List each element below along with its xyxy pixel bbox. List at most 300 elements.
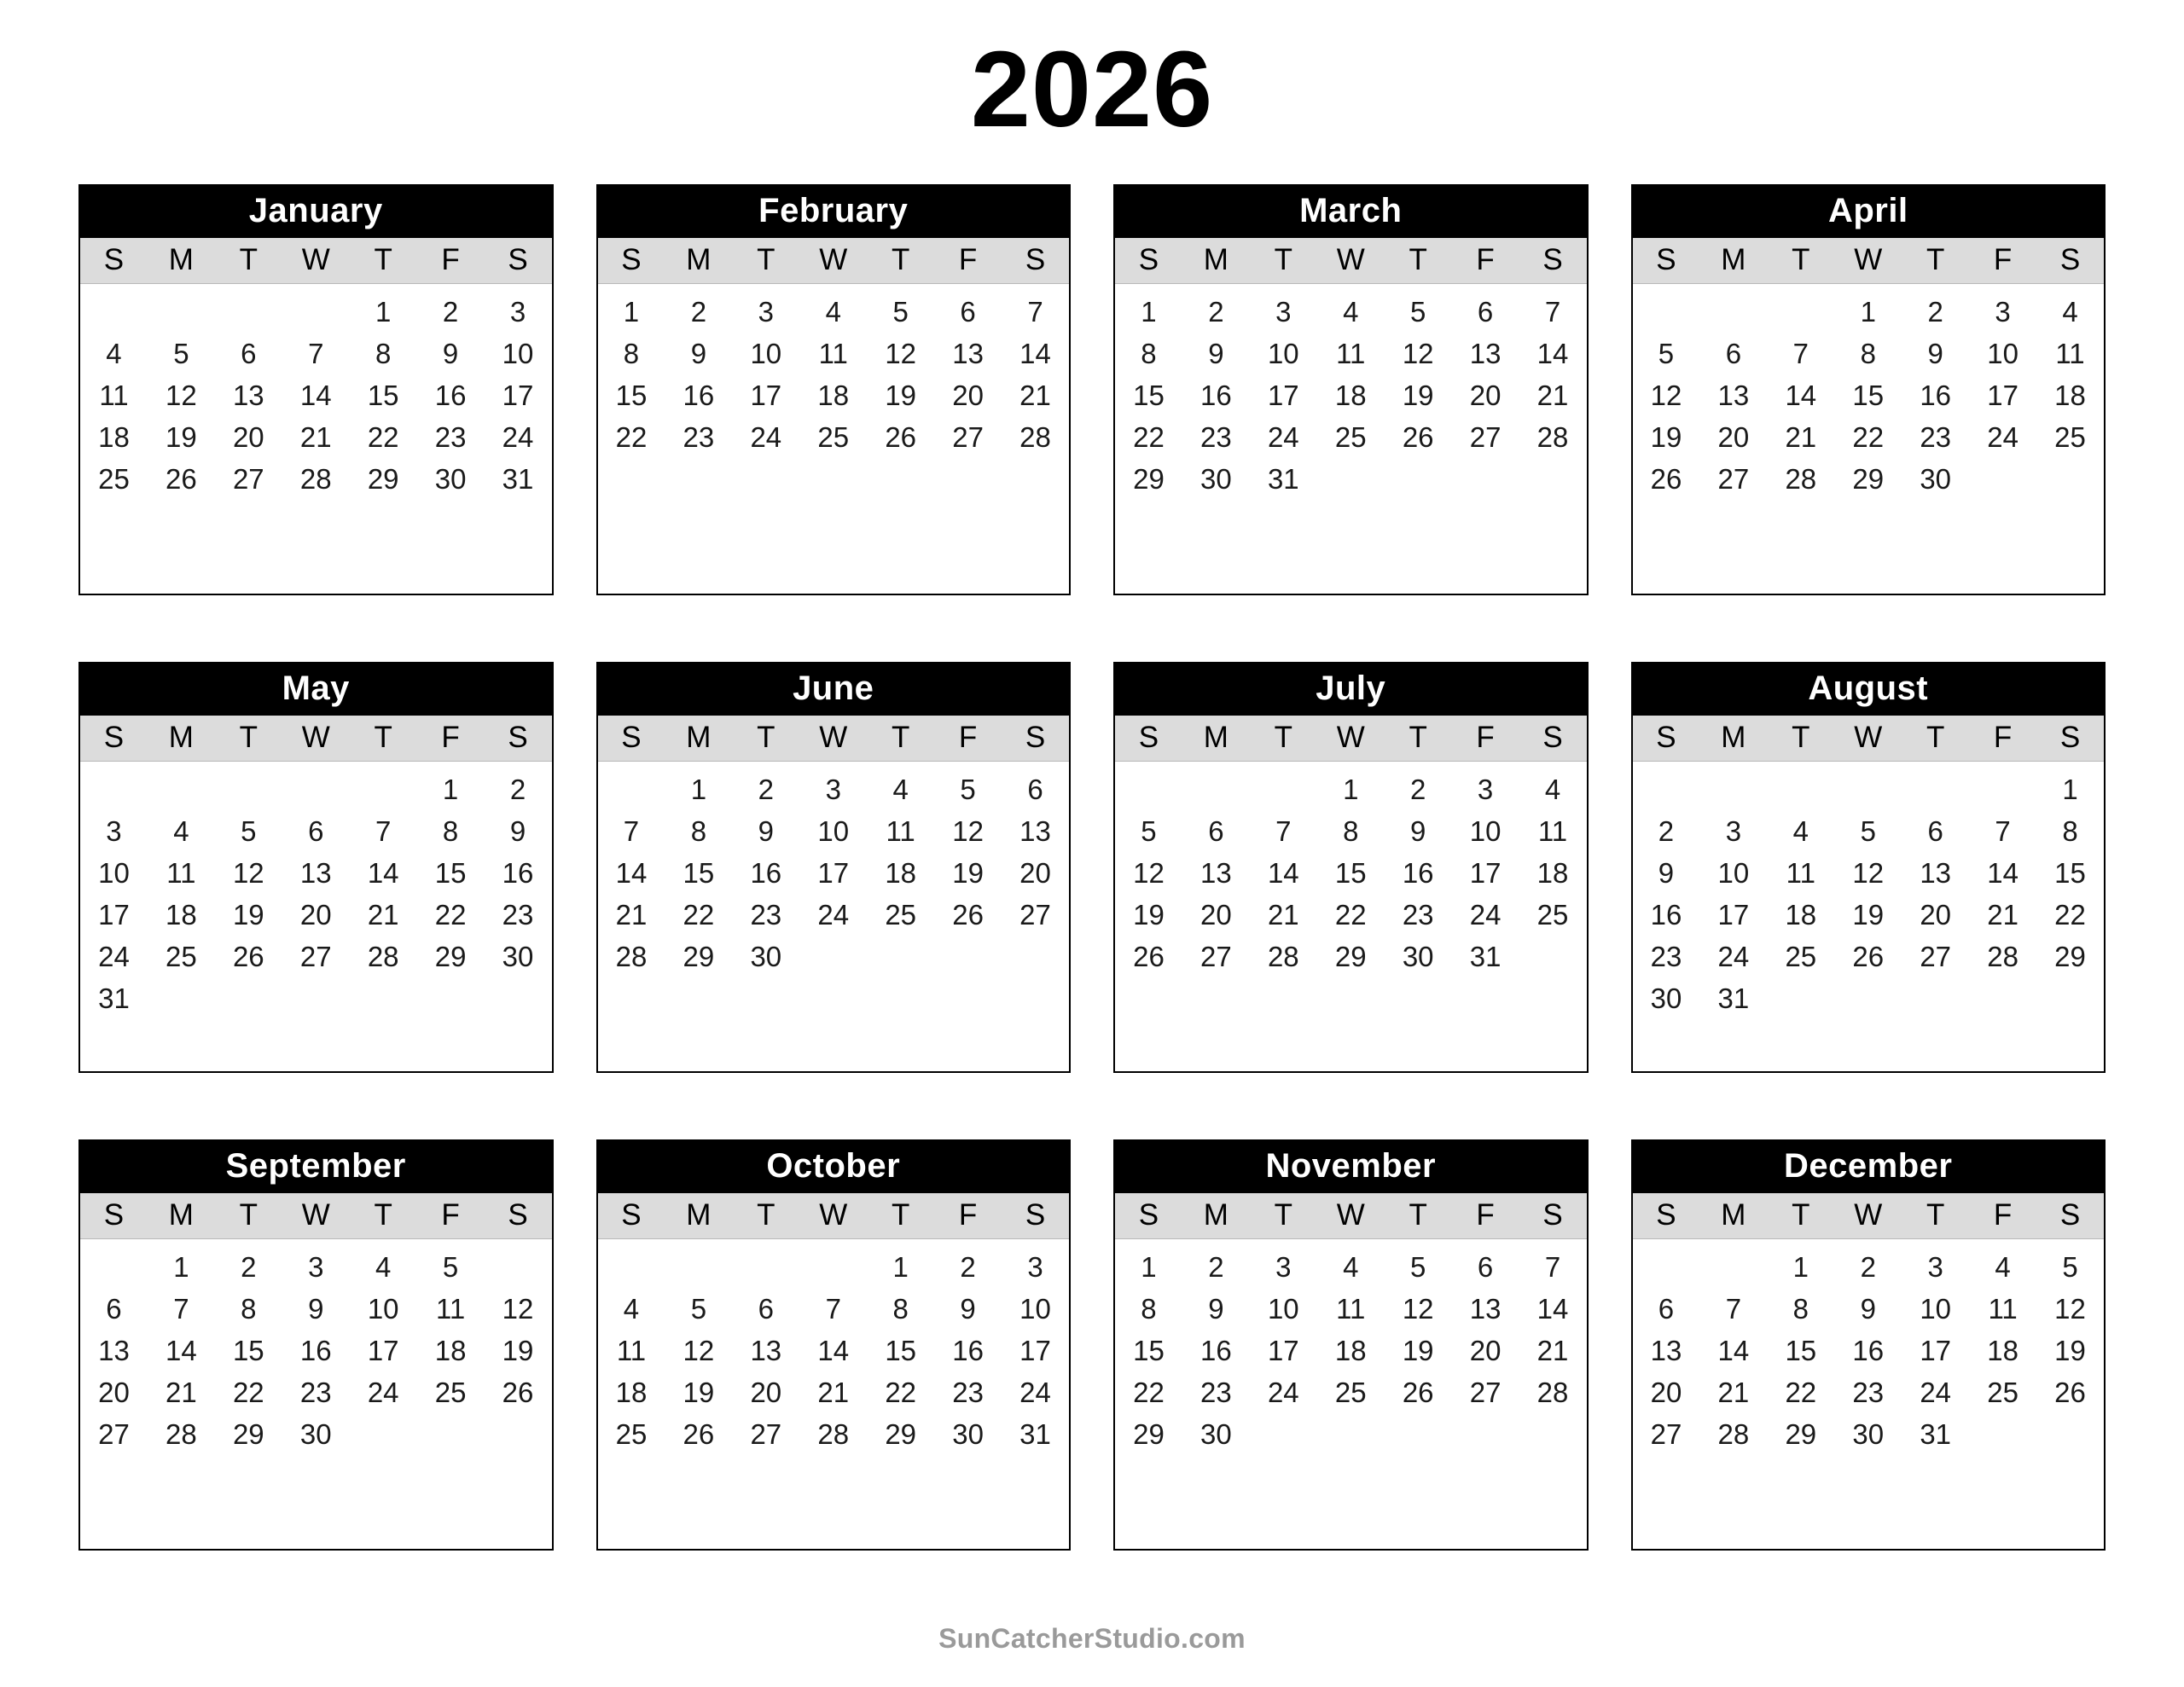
day-cell[interactable]: 16 xyxy=(682,380,715,411)
day-cell[interactable]: 9 xyxy=(758,815,774,847)
day-cell[interactable]: 24 xyxy=(1717,941,1750,972)
day-cell[interactable]: 7 xyxy=(1027,296,1043,328)
day-cell[interactable]: 5 xyxy=(690,1293,707,1325)
day-cell[interactable]: 10 xyxy=(1920,1293,1952,1325)
day-cell[interactable]: 3 xyxy=(509,296,526,328)
day-cell[interactable]: 21 xyxy=(1536,1335,1569,1366)
day-cell[interactable]: 5 xyxy=(1409,1251,1426,1283)
day-cell[interactable]: 6 xyxy=(1208,815,1224,847)
day-cell[interactable]: 28 xyxy=(817,1418,850,1450)
day-cell[interactable]: 26 xyxy=(682,1418,715,1450)
day-cell[interactable]: 2 xyxy=(758,774,774,805)
day-cell[interactable]: 8 xyxy=(892,1293,909,1325)
day-cell[interactable]: 18 xyxy=(1785,899,1817,930)
day-cell[interactable]: 12 xyxy=(232,857,264,889)
day-cell[interactable]: 5 xyxy=(2062,1251,2078,1283)
day-cell[interactable]: 4 xyxy=(1544,774,1561,805)
day-cell[interactable]: 28 xyxy=(1717,1418,1750,1450)
day-cell[interactable]: 2 xyxy=(1860,1251,1876,1283)
day-cell[interactable]: 30 xyxy=(434,463,467,495)
day-cell[interactable]: 26 xyxy=(952,899,984,930)
day-cell[interactable]: 14 xyxy=(615,857,648,889)
day-cell[interactable]: 15 xyxy=(232,1335,264,1366)
day-cell[interactable]: 10 xyxy=(1987,338,2018,369)
day-cell[interactable]: 10 xyxy=(1019,1293,1051,1325)
day-cell[interactable]: 20 xyxy=(1920,899,1952,930)
day-cell[interactable]: 8 xyxy=(241,1293,257,1325)
day-cell[interactable]: 22 xyxy=(1852,421,1885,453)
day-cell[interactable]: 1 xyxy=(690,774,707,805)
day-cell[interactable]: 26 xyxy=(1133,941,1165,972)
day-cell[interactable]: 31 xyxy=(1469,941,1502,972)
day-cell[interactable]: 21 xyxy=(166,1377,197,1408)
day-cell[interactable]: 22 xyxy=(367,421,399,453)
day-cell[interactable]: 8 xyxy=(375,338,392,369)
day-cell[interactable]: 26 xyxy=(502,1377,534,1408)
day-cell[interactable]: 26 xyxy=(1402,1377,1434,1408)
day-cell[interactable]: 13 xyxy=(299,857,332,889)
day-cell[interactable]: 4 xyxy=(825,296,841,328)
day-cell[interactable]: 15 xyxy=(1852,380,1885,411)
day-cell[interactable]: 19 xyxy=(952,857,984,889)
day-cell[interactable]: 8 xyxy=(623,338,640,369)
day-cell[interactable]: 25 xyxy=(615,1418,648,1450)
day-cell[interactable]: 11 xyxy=(99,380,129,411)
day-cell[interactable]: 12 xyxy=(2054,1293,2086,1325)
day-cell[interactable]: 19 xyxy=(1650,421,1682,453)
day-cell[interactable]: 3 xyxy=(1725,815,1742,847)
day-cell[interactable]: 4 xyxy=(1343,296,1359,328)
day-cell[interactable]: 9 xyxy=(690,338,707,369)
day-cell[interactable]: 21 xyxy=(615,899,648,930)
day-cell[interactable]: 28 xyxy=(166,1418,197,1450)
day-cell[interactable]: 13 xyxy=(1717,380,1750,411)
day-cell[interactable]: 18 xyxy=(2054,380,2086,411)
day-cell[interactable]: 28 xyxy=(1019,421,1051,453)
day-cell[interactable]: 7 xyxy=(1792,338,1809,369)
day-cell[interactable]: 9 xyxy=(442,338,459,369)
day-cell[interactable]: 4 xyxy=(173,815,189,847)
day-cell[interactable]: 21 xyxy=(817,1377,850,1408)
day-cell[interactable]: 1 xyxy=(1792,1251,1809,1283)
day-cell[interactable]: 16 xyxy=(1402,857,1434,889)
day-cell[interactable]: 12 xyxy=(166,380,197,411)
day-cell[interactable]: 16 xyxy=(1650,899,1682,930)
day-cell[interactable]: 10 xyxy=(1717,857,1750,889)
day-cell[interactable]: 11 xyxy=(886,815,915,847)
day-cell[interactable]: 2 xyxy=(1208,1251,1224,1283)
day-cell[interactable]: 14 xyxy=(1536,1293,1569,1325)
day-cell[interactable]: 8 xyxy=(1343,815,1359,847)
day-cell[interactable]: 18 xyxy=(1334,1335,1367,1366)
day-cell[interactable]: 3 xyxy=(1027,1251,1043,1283)
day-cell[interactable]: 30 xyxy=(952,1418,984,1450)
day-cell[interactable]: 24 xyxy=(1920,1377,1952,1408)
day-cell[interactable]: 4 xyxy=(892,774,909,805)
day-cell[interactable]: 9 xyxy=(308,1293,324,1325)
day-cell[interactable]: 27 xyxy=(1200,941,1232,972)
day-cell[interactable]: 23 xyxy=(1402,899,1434,930)
day-cell[interactable]: 26 xyxy=(166,463,197,495)
day-cell[interactable]: 25 xyxy=(2054,421,2086,453)
day-cell[interactable]: 3 xyxy=(758,296,774,328)
day-cell[interactable]: 12 xyxy=(1133,857,1165,889)
day-cell[interactable]: 22 xyxy=(1133,1377,1165,1408)
day-cell[interactable]: 20 xyxy=(98,1377,130,1408)
day-cell[interactable]: 6 xyxy=(960,296,976,328)
day-cell[interactable]: 28 xyxy=(367,941,399,972)
day-cell[interactable]: 4 xyxy=(375,1251,392,1283)
day-cell[interactable]: 10 xyxy=(1267,1293,1299,1325)
day-cell[interactable]: 18 xyxy=(817,380,850,411)
day-cell[interactable]: 11 xyxy=(1336,1293,1366,1325)
day-cell[interactable]: 29 xyxy=(1785,1418,1817,1450)
day-cell[interactable]: 9 xyxy=(1658,857,1675,889)
day-cell[interactable]: 25 xyxy=(1334,421,1367,453)
day-cell[interactable]: 30 xyxy=(1402,941,1434,972)
day-cell[interactable]: 12 xyxy=(1402,1293,1434,1325)
day-cell[interactable]: 5 xyxy=(1409,296,1426,328)
day-cell[interactable]: 11 xyxy=(616,1335,647,1366)
day-cell[interactable]: 27 xyxy=(1469,1377,1502,1408)
day-cell[interactable]: 30 xyxy=(1200,463,1232,495)
day-cell[interactable]: 10 xyxy=(1469,815,1502,847)
day-cell[interactable]: 30 xyxy=(1200,1418,1232,1450)
day-cell[interactable]: 16 xyxy=(1200,380,1232,411)
day-cell[interactable]: 5 xyxy=(1658,338,1675,369)
day-cell[interactable]: 23 xyxy=(1200,1377,1232,1408)
day-cell[interactable]: 18 xyxy=(434,1335,467,1366)
day-cell[interactable]: 21 xyxy=(1717,1377,1750,1408)
day-cell[interactable]: 11 xyxy=(1786,857,1815,889)
day-cell[interactable]: 13 xyxy=(1200,857,1232,889)
day-cell[interactable]: 3 xyxy=(1995,296,2011,328)
day-cell[interactable]: 24 xyxy=(98,941,130,972)
day-cell[interactable]: 25 xyxy=(1785,941,1817,972)
day-cell[interactable]: 30 xyxy=(1852,1418,1885,1450)
day-cell[interactable]: 14 xyxy=(1536,338,1569,369)
day-cell[interactable]: 29 xyxy=(682,941,715,972)
day-cell[interactable]: 24 xyxy=(817,899,850,930)
day-cell[interactable]: 1 xyxy=(1141,296,1157,328)
day-cell[interactable]: 4 xyxy=(2062,296,2078,328)
day-cell[interactable]: 30 xyxy=(1920,463,1952,495)
day-cell[interactable]: 18 xyxy=(885,857,917,889)
day-cell[interactable]: 15 xyxy=(434,857,467,889)
day-cell[interactable]: 2 xyxy=(1927,296,1943,328)
day-cell[interactable]: 23 xyxy=(1852,1377,1885,1408)
day-cell[interactable]: 29 xyxy=(1133,1418,1165,1450)
day-cell[interactable]: 6 xyxy=(1027,774,1043,805)
day-cell[interactable]: 17 xyxy=(1267,1335,1299,1366)
day-cell[interactable]: 19 xyxy=(2054,1335,2086,1366)
day-cell[interactable]: 20 xyxy=(1019,857,1051,889)
day-cell[interactable]: 8 xyxy=(690,815,707,847)
day-cell[interactable]: 21 xyxy=(299,421,332,453)
day-cell[interactable]: 10 xyxy=(750,338,782,369)
day-cell[interactable]: 18 xyxy=(1987,1335,2018,1366)
day-cell[interactable]: 29 xyxy=(2054,941,2086,972)
day-cell[interactable]: 7 xyxy=(375,815,392,847)
day-cell[interactable]: 16 xyxy=(952,1335,984,1366)
day-cell[interactable]: 8 xyxy=(442,815,459,847)
day-cell[interactable]: 5 xyxy=(892,296,909,328)
day-cell[interactable]: 4 xyxy=(623,1293,640,1325)
day-cell[interactable]: 11 xyxy=(166,857,196,889)
day-cell[interactable]: 31 xyxy=(502,463,534,495)
day-cell[interactable]: 19 xyxy=(682,1377,715,1408)
day-cell[interactable]: 26 xyxy=(1650,463,1682,495)
day-cell[interactable]: 8 xyxy=(1141,1293,1157,1325)
day-cell[interactable]: 5 xyxy=(960,774,976,805)
day-cell[interactable]: 13 xyxy=(232,380,264,411)
day-cell[interactable]: 21 xyxy=(1536,380,1569,411)
day-cell[interactable]: 6 xyxy=(1658,1293,1675,1325)
day-cell[interactable]: 27 xyxy=(1469,421,1502,453)
day-cell[interactable]: 21 xyxy=(1267,899,1299,930)
day-cell[interactable]: 25 xyxy=(434,1377,467,1408)
day-cell[interactable]: 13 xyxy=(1469,338,1502,369)
day-cell[interactable]: 5 xyxy=(1141,815,1157,847)
day-cell[interactable]: 8 xyxy=(1792,1293,1809,1325)
day-cell[interactable]: 7 xyxy=(825,1293,841,1325)
day-cell[interactable]: 10 xyxy=(817,815,850,847)
day-cell[interactable]: 17 xyxy=(817,857,850,889)
day-cell[interactable]: 28 xyxy=(1536,421,1569,453)
day-cell[interactable]: 25 xyxy=(885,899,917,930)
day-cell[interactable]: 28 xyxy=(1785,463,1817,495)
day-cell[interactable]: 1 xyxy=(442,774,459,805)
day-cell[interactable]: 13 xyxy=(750,1335,782,1366)
day-cell[interactable]: 20 xyxy=(1717,421,1750,453)
day-cell[interactable]: 1 xyxy=(1860,296,1876,328)
day-cell[interactable]: 27 xyxy=(299,941,332,972)
day-cell[interactable]: 29 xyxy=(434,941,467,972)
day-cell[interactable]: 2 xyxy=(1208,296,1224,328)
day-cell[interactable]: 14 xyxy=(1785,380,1817,411)
day-cell[interactable]: 14 xyxy=(367,857,399,889)
day-cell[interactable]: 7 xyxy=(1995,815,2011,847)
day-cell[interactable]: 12 xyxy=(502,1293,534,1325)
day-cell[interactable]: 15 xyxy=(1133,380,1165,411)
day-cell[interactable]: 23 xyxy=(1650,941,1682,972)
day-cell[interactable]: 14 xyxy=(299,380,332,411)
day-cell[interactable]: 15 xyxy=(615,380,648,411)
day-cell[interactable]: 19 xyxy=(166,421,197,453)
day-cell[interactable]: 25 xyxy=(1334,1377,1367,1408)
day-cell[interactable]: 17 xyxy=(98,899,130,930)
day-cell[interactable]: 27 xyxy=(232,463,264,495)
day-cell[interactable]: 24 xyxy=(367,1377,399,1408)
day-cell[interactable]: 22 xyxy=(885,1377,917,1408)
day-cell[interactable]: 27 xyxy=(1650,1418,1682,1450)
day-cell[interactable]: 5 xyxy=(173,338,189,369)
day-cell[interactable]: 2 xyxy=(690,296,707,328)
day-cell[interactable]: 1 xyxy=(173,1251,189,1283)
day-cell[interactable]: 31 xyxy=(1717,983,1750,1014)
day-cell[interactable]: 16 xyxy=(299,1335,332,1366)
day-cell[interactable]: 3 xyxy=(825,774,841,805)
day-cell[interactable]: 7 xyxy=(1725,1293,1742,1325)
day-cell[interactable]: 4 xyxy=(1792,815,1809,847)
day-cell[interactable]: 16 xyxy=(434,380,467,411)
day-cell[interactable]: 15 xyxy=(367,380,399,411)
day-cell[interactable]: 28 xyxy=(1267,941,1299,972)
day-cell[interactable]: 17 xyxy=(502,380,534,411)
day-cell[interactable]: 6 xyxy=(1725,338,1742,369)
day-cell[interactable]: 15 xyxy=(2054,857,2086,889)
day-cell[interactable]: 6 xyxy=(1477,1251,1494,1283)
day-cell[interactable]: 11 xyxy=(818,338,848,369)
day-cell[interactable]: 1 xyxy=(375,296,392,328)
day-cell[interactable]: 13 xyxy=(1650,1335,1682,1366)
day-cell[interactable]: 9 xyxy=(960,1293,976,1325)
day-cell[interactable]: 1 xyxy=(623,296,640,328)
day-cell[interactable]: 14 xyxy=(1987,857,2018,889)
day-cell[interactable]: 8 xyxy=(1860,338,1876,369)
day-cell[interactable]: 8 xyxy=(1141,338,1157,369)
day-cell[interactable]: 10 xyxy=(502,338,534,369)
day-cell[interactable]: 15 xyxy=(1334,857,1367,889)
day-cell[interactable]: 15 xyxy=(682,857,715,889)
day-cell[interactable]: 18 xyxy=(1536,857,1569,889)
day-cell[interactable]: 31 xyxy=(1019,1418,1051,1450)
day-cell[interactable]: 12 xyxy=(952,815,984,847)
day-cell[interactable]: 4 xyxy=(106,338,122,369)
day-cell[interactable]: 24 xyxy=(1469,899,1502,930)
day-cell[interactable]: 13 xyxy=(1920,857,1952,889)
day-cell[interactable]: 24 xyxy=(1019,1377,1051,1408)
day-cell[interactable]: 11 xyxy=(435,1293,466,1325)
day-cell[interactable]: 23 xyxy=(434,421,467,453)
day-cell[interactable]: 7 xyxy=(1544,1251,1561,1283)
day-cell[interactable]: 31 xyxy=(98,983,130,1014)
day-cell[interactable]: 16 xyxy=(502,857,534,889)
day-cell[interactable]: 20 xyxy=(1469,1335,1502,1366)
day-cell[interactable]: 7 xyxy=(1275,815,1292,847)
day-cell[interactable]: 9 xyxy=(1927,338,1943,369)
day-cell[interactable]: 13 xyxy=(1469,1293,1502,1325)
day-cell[interactable]: 22 xyxy=(1785,1377,1817,1408)
day-cell[interactable]: 19 xyxy=(1133,899,1165,930)
day-cell[interactable]: 23 xyxy=(1920,421,1952,453)
day-cell[interactable]: 22 xyxy=(2054,899,2086,930)
day-cell[interactable]: 1 xyxy=(1343,774,1359,805)
day-cell[interactable]: 17 xyxy=(1267,380,1299,411)
day-cell[interactable]: 14 xyxy=(1019,338,1051,369)
day-cell[interactable]: 16 xyxy=(1920,380,1952,411)
day-cell[interactable]: 20 xyxy=(299,899,332,930)
day-cell[interactable]: 25 xyxy=(166,941,197,972)
day-cell[interactable]: 7 xyxy=(623,815,640,847)
day-cell[interactable]: 21 xyxy=(1987,899,2018,930)
day-cell[interactable]: 17 xyxy=(1987,380,2018,411)
day-cell[interactable]: 31 xyxy=(1920,1418,1952,1450)
day-cell[interactable]: 7 xyxy=(173,1293,189,1325)
day-cell[interactable]: 28 xyxy=(615,941,648,972)
day-cell[interactable]: 29 xyxy=(367,463,399,495)
day-cell[interactable]: 10 xyxy=(1267,338,1299,369)
day-cell[interactable]: 25 xyxy=(817,421,850,453)
day-cell[interactable]: 14 xyxy=(166,1335,197,1366)
day-cell[interactable]: 14 xyxy=(1717,1335,1750,1366)
day-cell[interactable]: 23 xyxy=(750,899,782,930)
day-cell[interactable]: 20 xyxy=(750,1377,782,1408)
day-cell[interactable]: 5 xyxy=(241,815,257,847)
day-cell[interactable]: 9 xyxy=(1860,1293,1876,1325)
day-cell[interactable]: 24 xyxy=(502,421,534,453)
day-cell[interactable]: 1 xyxy=(892,1251,909,1283)
day-cell[interactable]: 4 xyxy=(1995,1251,2011,1283)
day-cell[interactable]: 26 xyxy=(885,421,917,453)
day-cell[interactable]: 28 xyxy=(299,463,332,495)
day-cell[interactable]: 29 xyxy=(1852,463,1885,495)
day-cell[interactable]: 27 xyxy=(750,1418,782,1450)
day-cell[interactable]: 30 xyxy=(502,941,534,972)
day-cell[interactable]: 8 xyxy=(2062,815,2078,847)
day-cell[interactable]: 9 xyxy=(1208,1293,1224,1325)
day-cell[interactable]: 27 xyxy=(1920,941,1952,972)
day-cell[interactable]: 12 xyxy=(1402,338,1434,369)
day-cell[interactable]: 2 xyxy=(960,1251,976,1283)
day-cell[interactable]: 11 xyxy=(1336,338,1366,369)
day-cell[interactable]: 21 xyxy=(1785,421,1817,453)
day-cell[interactable]: 20 xyxy=(952,380,984,411)
day-cell[interactable]: 2 xyxy=(241,1251,257,1283)
day-cell[interactable]: 28 xyxy=(1536,1377,1569,1408)
day-cell[interactable]: 19 xyxy=(1402,1335,1434,1366)
day-cell[interactable]: 19 xyxy=(1402,380,1434,411)
day-cell[interactable]: 20 xyxy=(232,421,264,453)
day-cell[interactable]: 4 xyxy=(1343,1251,1359,1283)
day-cell[interactable]: 19 xyxy=(885,380,917,411)
day-cell[interactable]: 19 xyxy=(502,1335,534,1366)
day-cell[interactable]: 5 xyxy=(1860,815,1876,847)
day-cell[interactable]: 24 xyxy=(1267,421,1299,453)
day-cell[interactable]: 24 xyxy=(750,421,782,453)
day-cell[interactable]: 29 xyxy=(1334,941,1367,972)
day-cell[interactable]: 23 xyxy=(502,899,534,930)
day-cell[interactable]: 6 xyxy=(1477,296,1494,328)
day-cell[interactable]: 23 xyxy=(952,1377,984,1408)
day-cell[interactable]: 21 xyxy=(367,899,399,930)
day-cell[interactable]: 2 xyxy=(509,774,526,805)
day-cell[interactable]: 22 xyxy=(1133,421,1165,453)
day-cell[interactable]: 3 xyxy=(1275,1251,1292,1283)
day-cell[interactable]: 6 xyxy=(758,1293,774,1325)
day-cell[interactable]: 16 xyxy=(1852,1335,1885,1366)
day-cell[interactable]: 10 xyxy=(98,857,130,889)
day-cell[interactable]: 2 xyxy=(442,296,459,328)
day-cell[interactable]: 22 xyxy=(232,1377,264,1408)
day-cell[interactable]: 25 xyxy=(1987,1377,2018,1408)
day-cell[interactable]: 24 xyxy=(1987,421,2018,453)
day-cell[interactable]: 26 xyxy=(232,941,264,972)
day-cell[interactable]: 11 xyxy=(1537,815,1568,847)
day-cell[interactable]: 17 xyxy=(367,1335,399,1366)
day-cell[interactable]: 28 xyxy=(1987,941,2018,972)
day-cell[interactable]: 23 xyxy=(682,421,715,453)
day-cell[interactable]: 3 xyxy=(1477,774,1494,805)
day-cell[interactable]: 19 xyxy=(232,899,264,930)
day-cell[interactable]: 6 xyxy=(106,1293,122,1325)
day-cell[interactable]: 13 xyxy=(1019,815,1051,847)
day-cell[interactable]: 27 xyxy=(952,421,984,453)
day-cell[interactable]: 22 xyxy=(1334,899,1367,930)
day-cell[interactable]: 23 xyxy=(1200,421,1232,453)
day-cell[interactable]: 14 xyxy=(1267,857,1299,889)
day-cell[interactable]: 27 xyxy=(98,1418,130,1450)
